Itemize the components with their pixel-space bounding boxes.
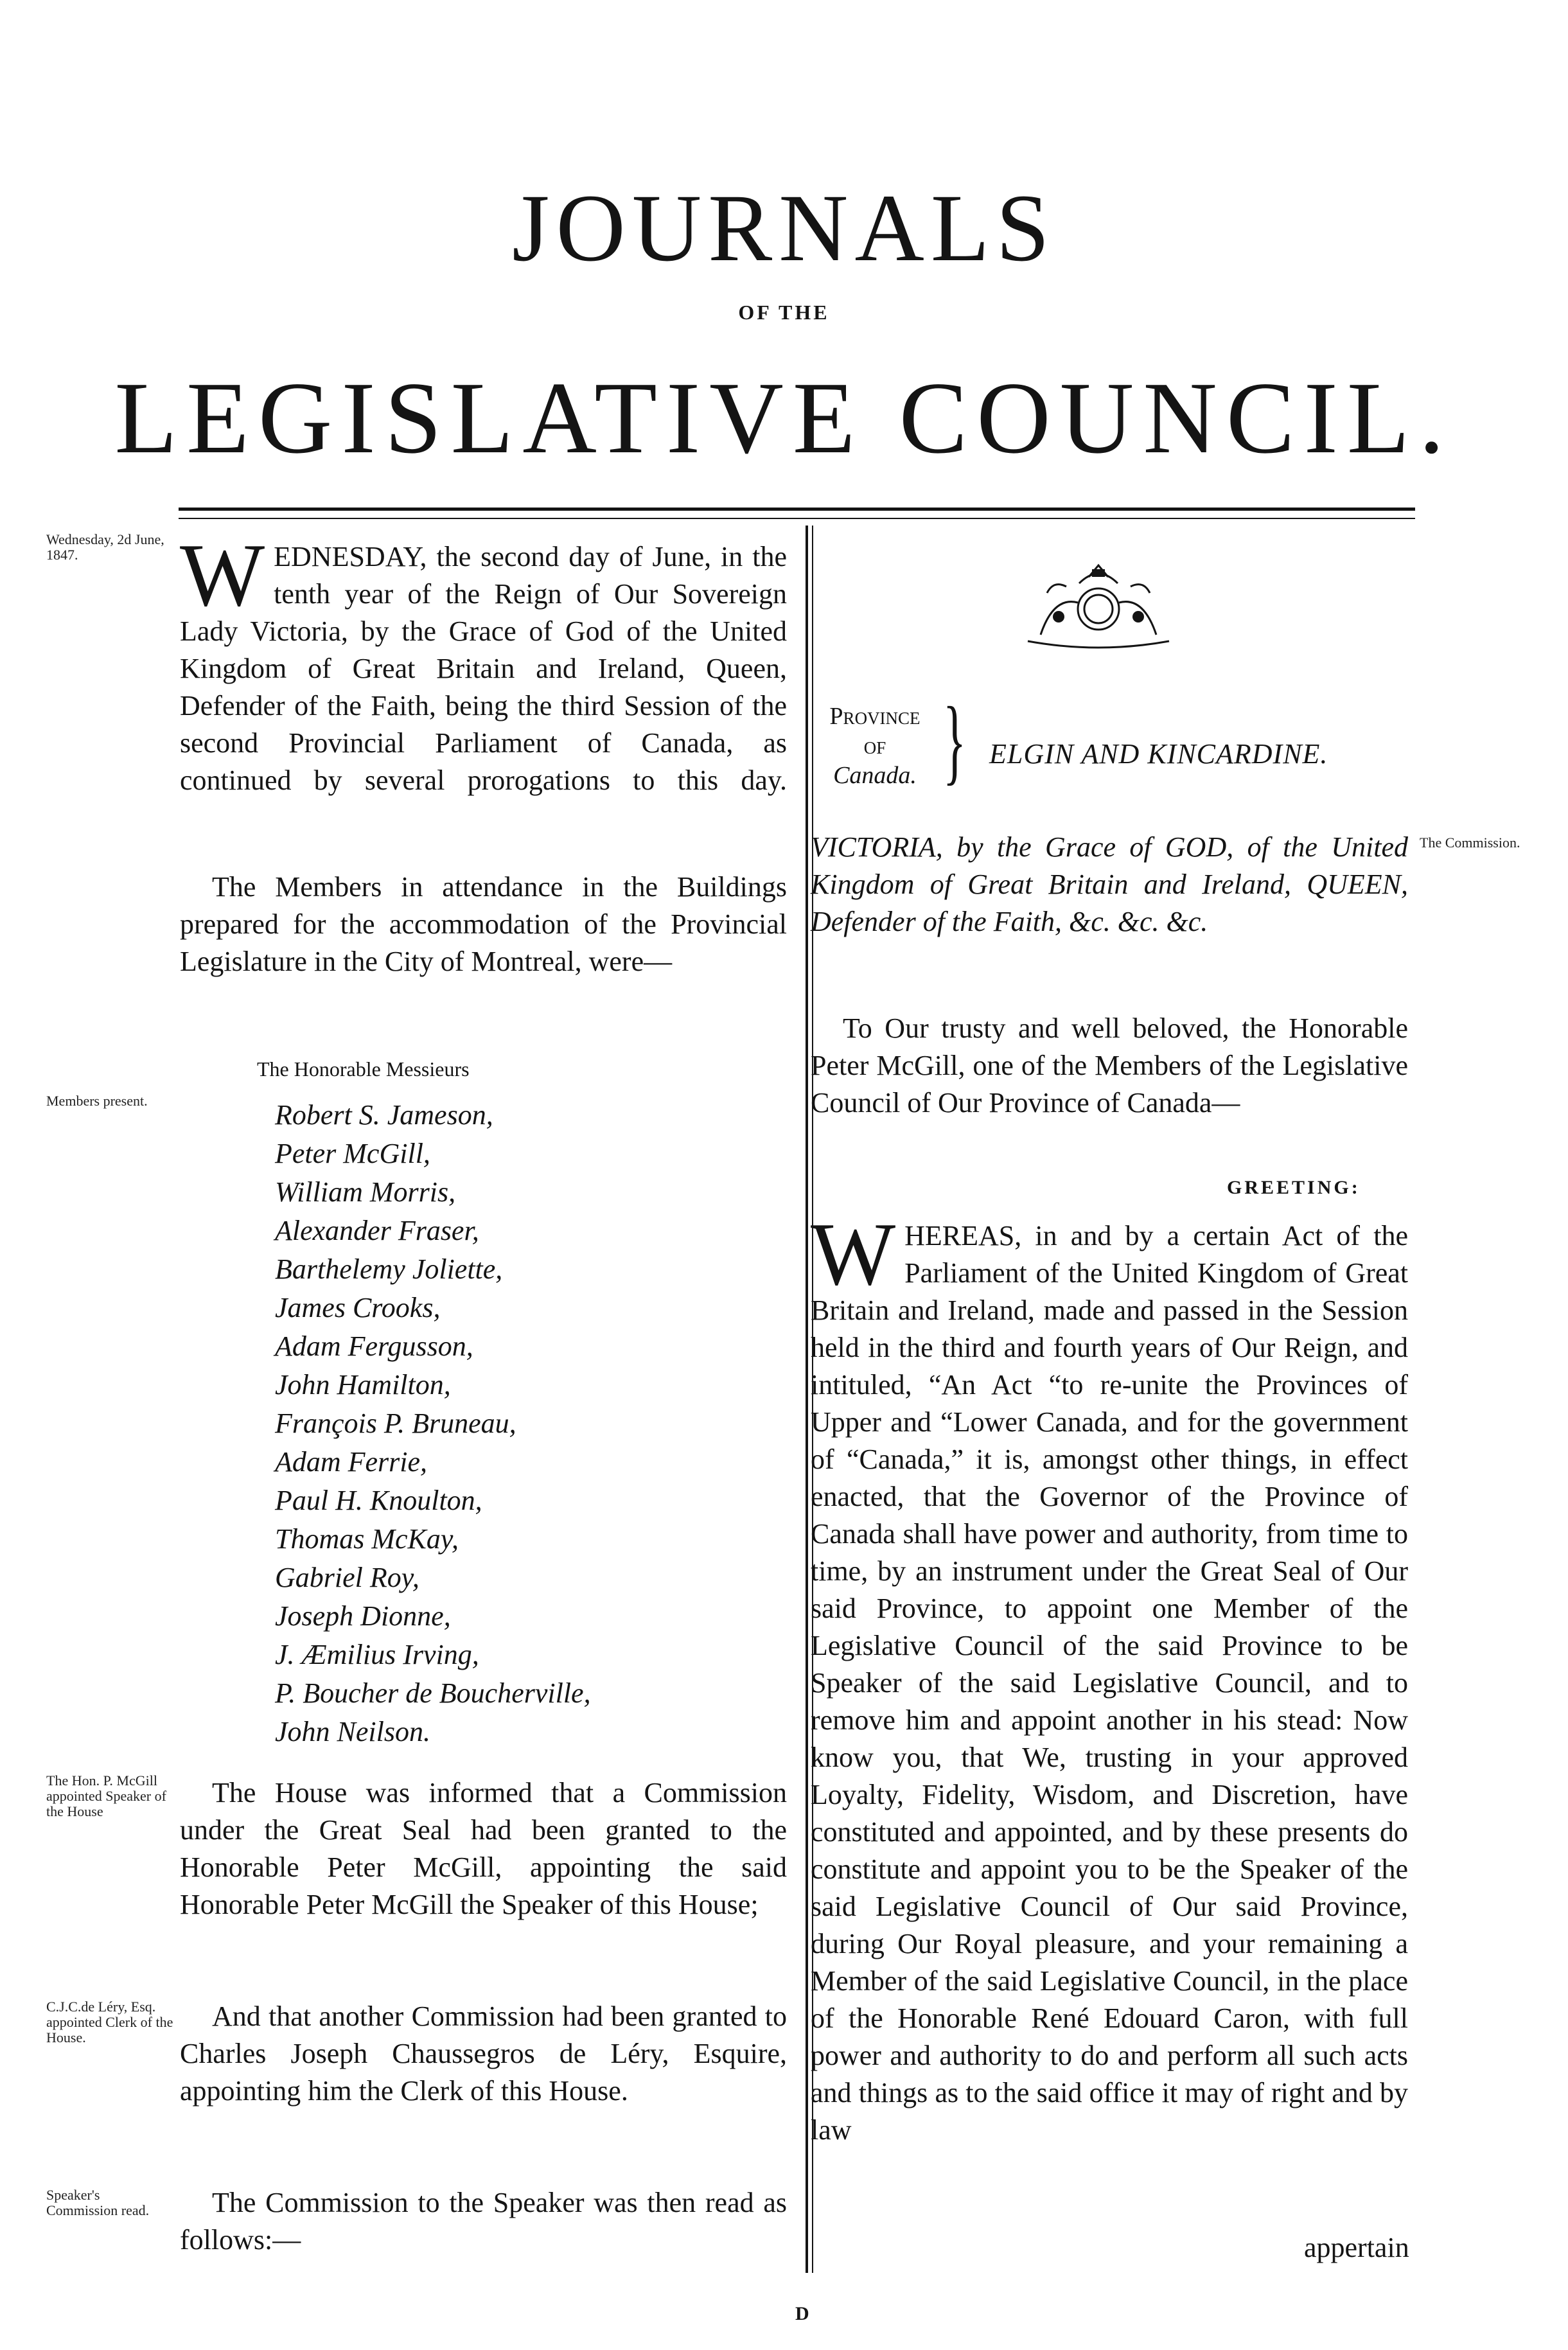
whereas-paragraph xyxy=(811,1205,1408,2149)
province-of-label: of xyxy=(863,732,886,759)
canada-label: Canada. xyxy=(833,762,917,789)
drop-cap-w: W xyxy=(180,526,265,625)
member-name: François P. Bruneau, xyxy=(275,1408,516,1439)
member-name: William Morris, xyxy=(275,1176,456,1208)
member-name: James Crooks, xyxy=(275,1292,441,1323)
margin-note-date: Wednesday, 2d June, 1847. xyxy=(46,531,164,563)
member-name: Adam Fergusson, xyxy=(275,1330,473,1362)
house-informed-paragraph: The House was informed that a Commission under the Great Seal had been granted to the Honorable Peter McGill, appointing the said Honorable Peter McGill the Speaker of this House; xyxy=(180,1777,787,1920)
brace-icon: } xyxy=(943,687,966,794)
column-divider xyxy=(806,526,808,2273)
margin-note-the-commission: The Commission. xyxy=(1420,835,1520,851)
opening-text: EDNESDAY, the second day of June, in the tenth year of the Reign of Our Sovereign Lady Victoria, by the Grace of God of the United Kingdom of Great Britain and Ireland, Queen, Defender of the Faith, being the third Session of the second Provincial Parliament of Canada, as continued by several prorogations to this day. xyxy=(180,541,787,796)
opening-paragraph xyxy=(180,526,787,799)
hon-messieurs: The Honorable Messieurs xyxy=(257,1057,470,1081)
title-of-the: OF THE xyxy=(738,301,830,324)
member-name: Alexander Fraser, xyxy=(275,1215,479,1246)
council-title: LEGISLATIVE COUNCIL. xyxy=(114,360,1454,475)
margin-note-commission-read: Speaker's Commission read. xyxy=(46,2187,150,2218)
member-name: Robert S. Jameson, xyxy=(275,1099,493,1131)
members-list xyxy=(275,1096,725,1751)
member-name: John Hamilton, xyxy=(275,1369,451,1400)
member-name: Gabriel Roy, xyxy=(275,1562,419,1593)
member-name: John Neilson. xyxy=(275,1716,430,1747)
member-name: Paul H. Knoulton, xyxy=(275,1485,482,1516)
member-name: Peter McGill, xyxy=(275,1138,430,1169)
greeting: GREETING: xyxy=(1227,1177,1361,1198)
drop-cap-w: W xyxy=(811,1205,896,1304)
member-name: Joseph Dionne, xyxy=(275,1600,451,1632)
member-name: Thomas McKay, xyxy=(275,1523,459,1555)
member-name: P. Boucher de Boucherville, xyxy=(275,1677,591,1709)
another-commission-paragraph: And that another Commission had been granted to Charles Joseph Chaussegros de Léry, Esquire, appointing him the Clerk of this House. xyxy=(180,2001,787,2107)
margin-note-clerk: C.J.C.de Léry, Esq. appointed Clerk of the House. xyxy=(46,1999,173,2045)
member-name: Barthelemy Joliette, xyxy=(275,1253,503,1285)
member-name: Adam Ferrie, xyxy=(275,1446,428,1478)
journal-title: JOURNALS xyxy=(512,175,1056,281)
to-our-trusty: To Our trusty and well beloved, the Honorable Peter McGill, one of the Members of the Legislative Council of Our Province of Canada— xyxy=(811,1012,1408,1118)
catchword: appertain xyxy=(1304,2232,1409,2263)
whereas-text: HEREAS, in and by a certain Act of the Parliament of the United Kingdom of Great Britain and Ireland, made and passed in the Session held in the third and fourth years of Our Reign, and intituled, “An Act “to re-unite the Provinces of Upper and “Lower Canada, and for the government of “Canada,” it is, amongst other things, in effect enacted, that the Governor of the Province of Canada shall have power and authority, from time to time, by an instrument under the Great Seal of Our said Province, to appoint one Member of the Legislative Council of the said Province to be Speaker of the said Legislative Council, and to remove him and appoint another in his stead: Now know you, that We, trusting in your approved Loyalty, Fidelity, Wisdom, and Discretion, have constituted and appointed, and by these presents do constitute and appoint you to be the Speaker of the said Legislative Council of Our said Province, during Our Royal pleasure, and your remaining a Member of the said Legislative Council, in the place of the Honorable René Edouard Caron, with full power and authority to do and perform all such acts and things as to the said office it may of right and by law xyxy=(811,1220,1408,2146)
elgin-and-kincardine: ELGIN AND KINCARDINE. xyxy=(989,738,1328,770)
header-rule-thick xyxy=(179,508,1415,511)
header-rule-thin xyxy=(179,518,1415,519)
member-name: J. Æmilius Irving, xyxy=(275,1639,479,1670)
margin-note-members: Members present. xyxy=(46,1093,148,1109)
members-intro: The Members in attendance in the Buildings prepared for the accommodation of the Provincial Legislature in the City of Montreal, were— xyxy=(180,871,787,977)
royal-coat-of-arms-icon xyxy=(1002,558,1195,654)
province-of-canada xyxy=(811,702,939,790)
victoria-heading: VICTORIA, by the Grace of GOD, of the United Kingdom of Great Britain and Ireland, QUEEN, Defender of the Faith, &c. &c. &c. xyxy=(811,831,1408,937)
signature-mark: D xyxy=(795,2303,809,2324)
province-label: Province xyxy=(829,703,921,730)
commission-read-paragraph: The Commission to the Speaker was then read as follows:— xyxy=(180,2187,787,2256)
margin-note-mcgill: The Hon. P. McGill appointed Speaker of the House xyxy=(46,1772,166,1819)
